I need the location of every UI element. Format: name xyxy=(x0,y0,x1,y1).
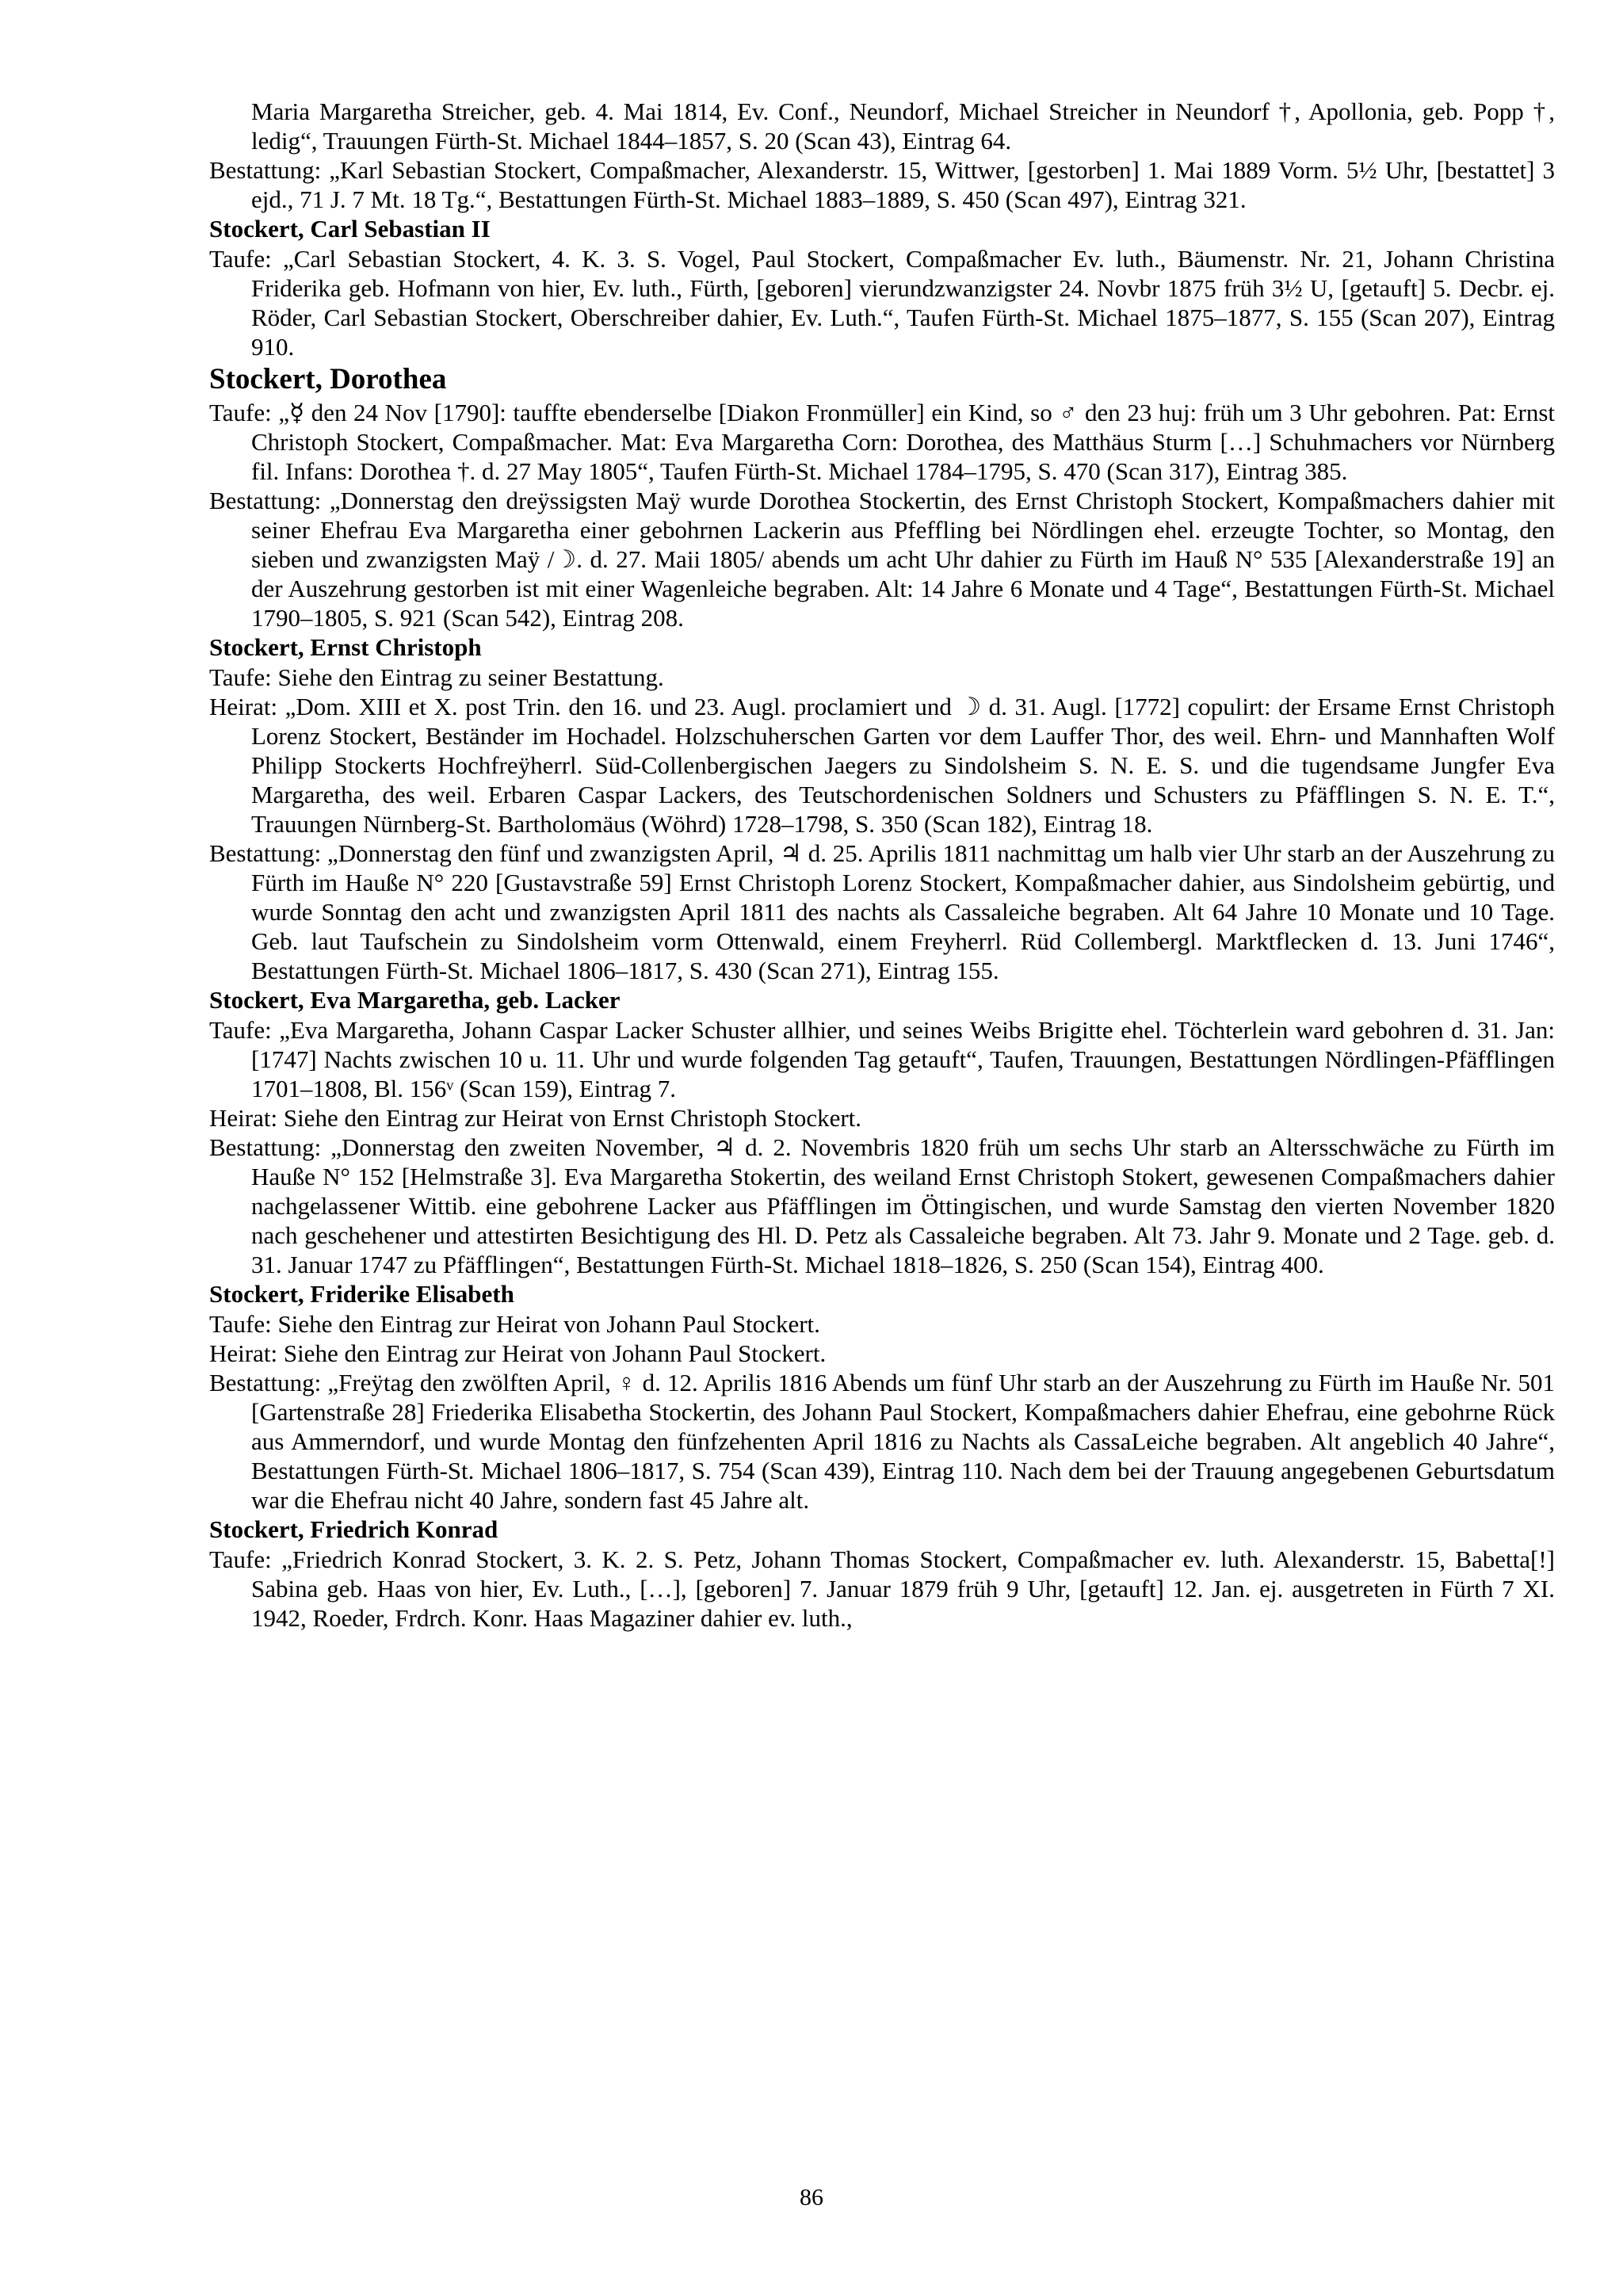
record-text: „☿ den 24 Nov [1790]: tauffte ebenderselbe [Diakon Fronmüller] ein Kind, so ♂ den 23 huj: früh um 3 Uhr gebohren. Pat: Ernst Christoph Stockert, Compaßmacher. Mat: Eva Margaretha Corn: Dorothea, des Matthäus Sturm […] Schuhmachers vor Nürnberg fil. Infans: Dorothea †. d. 27 May 1805“, Taufen Fürth-St. Michael 1784–1795, S. 470 (Scan 317), Eintrag 385. xyxy=(251,399,1555,485)
record-text: Siehe den Eintrag zu seiner Bestattung. xyxy=(277,663,664,691)
record-paragraph xyxy=(209,1339,1555,1368)
continuation-paragraph xyxy=(209,97,1555,155)
record-paragraph xyxy=(209,486,1555,632)
entry-heading: Stockert, Friderike Elisabeth xyxy=(209,1280,514,1308)
record-label: Heirat: xyxy=(209,1339,278,1367)
record-label: Taufe: xyxy=(209,1016,272,1044)
record-paragraph xyxy=(209,1545,1555,1633)
record-text: Siehe den Eintrag zur Heirat von Ernst Christoph Stockert. xyxy=(283,1104,862,1132)
record-text: Siehe den Eintrag zur Heirat von Johann Paul Stockert. xyxy=(277,1310,820,1338)
entry-heading: Stockert, Carl Sebastian II xyxy=(209,215,491,243)
record-label: Taufe: xyxy=(209,1310,272,1338)
record-label: Bestattung: xyxy=(209,487,322,514)
entry-heading: Stockert, Ernst Christoph xyxy=(209,633,482,661)
record-text: „Donnerstag den dreÿssigsten Maÿ wurde Dorothea Stockertin, des Ernst Christoph Stockert, Kompaßmachers dahier mit seiner Ehefrau Eva Margaretha einer gebohrnen Lackerin aus Pfeffling bei Nördlingen ehel. erzeugte Tochter, so Montag, den sieben und zwanzigsten Maÿ /☽. d. 27. Maii 1805/ abends um acht Uhr dahier zu Fürth im Hauß N° 535 [Alexanderstraße 19] an der Auszehrung gestorben ist mit einer Wagenleiche begraben. Alt: 14 Jahre 6 Monate und 4 Tage“, Bestattungen Fürth-St. Michael 1790–1805, S. 921 (Scan 542), Eintrag 208. xyxy=(251,487,1556,632)
record-paragraph xyxy=(209,692,1555,839)
record-paragraph xyxy=(209,1368,1555,1515)
entry-heading: Stockert, Eva Margaretha, geb. Lacker xyxy=(209,986,621,1014)
record-text: „Friedrich Konrad Stockert, 3. K. 2. S. Petz, Johann Thomas Stockert, Compaßmacher ev. luth. Alexanderstr. 15, Babetta[!] Sabina geb. Haas von hier, Ev. Luth., […], [geboren] 7. Januar 1879 früh 9 Uhr, [getauft] 12. Jan. ej. ausgetreten in Fürth 7 XI. 1942, Roeder, Frdrch. Konr. Haas Magaziner dahier ev. luth., xyxy=(251,1545,1555,1632)
record-label: Bestattung: xyxy=(209,839,322,867)
record-label: Bestattung: xyxy=(209,1133,322,1161)
record-text: „Freÿtag den zwölften April, ♀ d. 12. Aprilis 1816 Abends um fünf Uhr starb an der Auszehrung zu Fürth im Hauße Nr. 501 [Gartenstraße 28] Friederika Elisabetha Stockertin, des Johann Paul Stockert, Kompaßmachers dahier Ehefrau, eine gebohrne Rück aus Ammerndorf, und wurde Montag den fünfzehenten April 1816 zu Nachts als CassaLeiche begraben. Alt angeblich 40 Jahre“, Bestattungen Fürth-St. Michael 1806–1817, S. 754 (Scan 439), Eintrag 110. Nach dem bei der Trauung angegebenen Geburtsdatum war die Ehefrau nicht 40 Jahre, sondern fast 45 Jahre alt. xyxy=(251,1369,1555,1514)
record-paragraph xyxy=(209,1015,1555,1103)
record-paragraph xyxy=(209,1103,1555,1133)
record-paragraph xyxy=(209,839,1555,985)
record-text: „Dom. XIII et X. post Trin. den 16. und 23. Augl. proclamiert und ☽ d. 31. Augl. [1772] copulirt: der Ersame Ernst Christoph Lorenz Stockert, Beständer im Hochadel. Holzschuherschen Garten vor dem Lauffer Thor, des weil. Ehrn- und Mannhaften Wolf Philipp Stockerts Hochfreÿherrl. Süd-Collenbergischen Jaegers zu Sindolsheim S. N. E. S. und die tugendsame Jungfer Eva Margaretha, des weil. Erbaren Caspar Lackers, des Teutschordenischen Soldners und Schusters zu Pfäfflingen S. N. E. T.“, Trauungen Nürnberg-St. Bartholomäus (Wöhrd) 1728–1798, S. 350 (Scan 182), Eintrag 18. xyxy=(251,693,1555,838)
page-number: 86 xyxy=(800,2184,823,2210)
record-paragraph xyxy=(209,155,1555,214)
page-content xyxy=(209,97,1555,1633)
record-paragraph xyxy=(209,244,1555,361)
record-text: „Donnerstag den zweiten November, ♃ d. 2. Novembris 1820 früh um sechs Uhr starb an Altersschwäche zu Fürth im Hauße N° 152 [Helmstraße 3]. Eva Margaretha Stokertin, des weiland Ernst Christoph Stokert, gewesenen Compaßmachers dahier nachgelassener Wittib. eine gebohrene Lacker aus Pfäfflingen im Öttingischen, und wurde Samstag den vierten November 1820 nach geschehener und attestirten Besichtigung des Hl. D. Petz als Cassaleiche begraben. Alt 73. Jahr 9. Monate und 2 Tage. geb. d. 31. Januar 1747 zu Pfäfflingen“, Bestattungen Fürth-St. Michael 1818–1826, S. 250 (Scan 154), Eintrag 400. xyxy=(251,1133,1556,1278)
record-text: Siehe den Eintrag zur Heirat von Johann Paul Stockert. xyxy=(283,1339,827,1367)
record-text: „Eva Margaretha, Johann Caspar Lacker Schuster allhier, und seines Weibs Brigitte ehel. Töchterlein ward gebohren d. 31. Jan: [1747] Nachts zwischen 10 u. 11. Uhr und wurde folgenden Tag getauft“, Taufen, Trauungen, Bestattungen Nördlingen-Pfäfflingen 1701–1808, Bl. 156ᵛ (Scan 159), Eintrag 7. xyxy=(251,1016,1556,1102)
record-paragraph xyxy=(209,1309,1555,1339)
record-label: Taufe: xyxy=(209,245,272,273)
record-text: Maria Margaretha Streicher, geb. 4. Mai 1814, Ev. Conf., Neundorf, Michael Streicher in Neundorf †, Apollonia, geb. Popp †, ledig“, Trauungen Fürth-St. Michael 1844–1857, S. 20 (Scan 43), Eintrag 64. xyxy=(251,97,1555,155)
record-label: Bestattung: xyxy=(209,156,322,184)
record-label: Taufe: xyxy=(209,1545,272,1573)
record-text: „Carl Sebastian Stockert, 4. K. 3. S. Vogel, Paul Stockert, Compaßmacher Ev. luth., Bäumenstr. Nr. 21, Johann Christina Friderika geb. Hofmann von hier, Ev. luth., Fürth, [geboren] vierundzwanzigster 24. Novbr 1875 früh 3½ U, [getauft] 5. Decbr. ej. Röder, Carl Sebastian Stockert, Oberschreiber dahier, Ev. Luth.“, Taufen Fürth-St. Michael 1875–1877, S. 155 (Scan 207), Eintrag 910. xyxy=(251,245,1556,361)
record-text: „Donnerstag den fünf und zwanzigsten April, ♃ d. 25. Aprilis 1811 nachmittag um halb vier Uhr starb an der Auszehrung zu Fürth im Hauße N° 220 [Gustavstraße 59] Ernst Christoph Lorenz Stockert, Kompaßmacher dahier, aus Sindolsheim gebürtig, und wurde Sonntag den acht und zwanzigsten April 1811 des nachts als Cassaleiche begraben. Alt 64 Jahre 10 Monate und 10 Tage. Geb. laut Taufschein zu Sindolsheim vorm Ottenwald, einem Freyherrl. Rüd Collembergl. Marktflecken d. 13. Juni 1746“, Bestattungen Fürth-St. Michael 1806–1817, S. 430 (Scan 271), Eintrag 155. xyxy=(251,839,1555,984)
record-paragraph xyxy=(209,398,1555,486)
record-label: Taufe: xyxy=(209,663,272,691)
record-paragraph xyxy=(209,1133,1555,1279)
record-label: Bestattung: xyxy=(209,1369,322,1396)
record-paragraph xyxy=(209,663,1555,692)
record-label: Heirat: xyxy=(209,1104,278,1132)
entry-heading: Stockert, Dorothea xyxy=(209,363,447,395)
record-label: Heirat: xyxy=(209,693,278,720)
entry-heading: Stockert, Friedrich Konrad xyxy=(209,1515,498,1543)
record-text: „Karl Sebastian Stockert, Compaßmacher, Alexanderstr. 15, Wittwer, [gestorben] 1. Mai 1889 Vorm. 5½ Uhr, [bestattet] 3 ejd., 71 J. 7 Mt. 18 Tg.“, Bestattungen Fürth-St. Michael 1883–1889, S. 450 (Scan 497), Eintrag 321. xyxy=(251,156,1556,213)
record-label: Taufe: xyxy=(209,399,272,426)
